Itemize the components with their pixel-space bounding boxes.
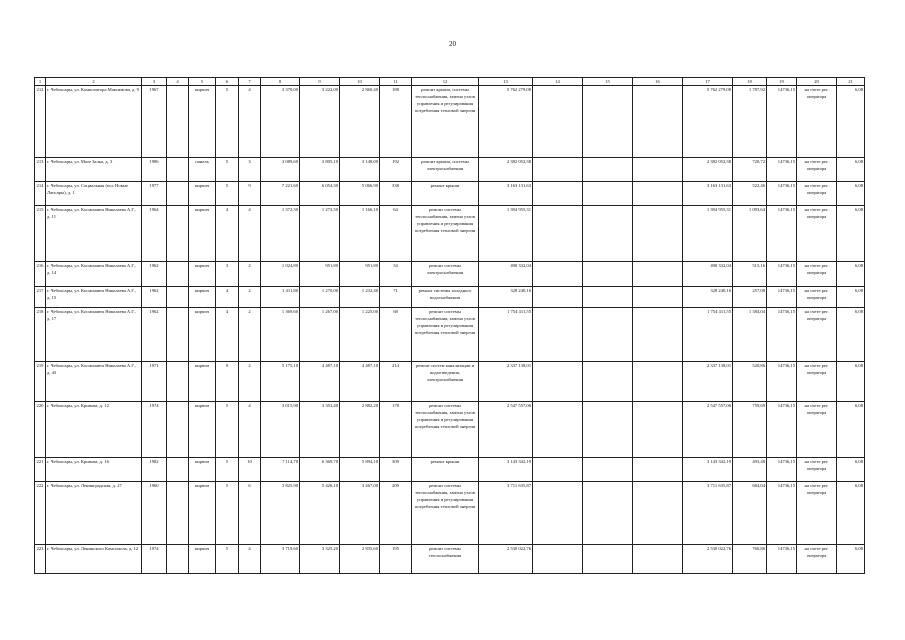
entrances-cell: 9 (239, 182, 261, 206)
table-row (35, 182, 865, 206)
cost-local-cell (633, 545, 683, 574)
residential-area-cell: 3 148,00 (340, 158, 380, 182)
cost-regional-cell (583, 86, 633, 158)
cost-owners-cell: 3 143 342,19 (683, 458, 733, 482)
total-cost-cell: 2 547 557,06 (479, 402, 533, 458)
residential-area-cell: 1 232,40 (340, 287, 380, 308)
column-number: 19 (767, 78, 797, 86)
year-reconstructed-cell (167, 458, 189, 482)
cost-regional-cell (583, 482, 633, 545)
cost-federal-cell (533, 262, 583, 287)
premises-area-cell: 3 222,00 (300, 86, 340, 158)
residents-cell: 209 (380, 482, 412, 545)
column-number: 10 (340, 78, 380, 86)
column-number: 8 (261, 78, 300, 86)
cost-regional-cell (583, 158, 633, 182)
cost-regional-cell (583, 262, 633, 287)
entrances-cell: 4 (239, 545, 261, 574)
repair-works-cell: ремонт системы теплоснабжения, замена узлов управления и регулирования потребления тепловой энергии (412, 206, 479, 262)
total-area-cell: 1 024,80 (261, 262, 300, 287)
repair-works-cell: ремонт системы холодного водоснабжения (412, 287, 479, 308)
column-number: 7 (239, 78, 261, 86)
cost-owners-cell: 3 711 635,87 (683, 482, 733, 545)
row-number-cell: 223 (35, 545, 46, 574)
year-reconstructed-cell (167, 262, 189, 287)
wall-material-cell: панель (189, 158, 216, 182)
cost-owners-cell: 1 394 955,31 (683, 206, 733, 262)
total-area-cell: 1 372,30 (261, 206, 300, 262)
floors-cell: 5 (216, 545, 239, 574)
cost-local-cell (633, 158, 683, 182)
repair-works-cell: ремонт системы электроснабжения (412, 262, 479, 287)
address-cell: г. Чебоксары, ул. Космонавта Николаева А.Г., д. 43 (46, 362, 142, 402)
cost-regional-cell (583, 287, 633, 308)
max-cost-per-sqm-cell: 14736,15 (767, 182, 797, 206)
cost-per-sqm-cell: 522,46 (733, 182, 767, 206)
cost-federal-cell (533, 402, 583, 458)
table-row (35, 206, 865, 262)
cost-regional-cell (583, 402, 633, 458)
cost-owners-cell: 5 762 279,08 (683, 86, 733, 158)
year-reconstructed-cell (167, 206, 189, 262)
cost-per-sqm-cell: 720,72 (733, 158, 767, 182)
cost-owners-cell: 2 530 022,76 (683, 545, 733, 574)
fund-account-cell: на счете рег. оператора (797, 545, 837, 574)
premises-area-cell: 5 426,10 (300, 482, 340, 545)
residents-cell: 214 (380, 362, 412, 402)
wall-material-cell: кирпич (189, 402, 216, 458)
max-cost-per-sqm-cell: 14736,15 (767, 287, 797, 308)
table-row (35, 262, 865, 287)
year-built-cell: 1967 (142, 86, 167, 158)
address-cell: г. Чебоксары, ул. Ленинградская, д. 27 (46, 482, 142, 545)
table-row (35, 482, 865, 545)
fund-account-cell: на счете рег. оператора (797, 482, 837, 545)
year-reconstructed-cell (167, 308, 189, 362)
entrances-cell: 4 (239, 86, 261, 158)
term-cell: 6,08 (837, 482, 865, 545)
cost-federal-cell (533, 362, 583, 402)
cost-local-cell (633, 402, 683, 458)
premises-area-cell: 1 273,50 (300, 206, 340, 262)
column-number: 14 (533, 78, 583, 86)
wall-material-cell: кирпич (189, 482, 216, 545)
total-area-cell: 3 379,00 (261, 86, 300, 158)
residents-cell: 64 (380, 206, 412, 262)
row-number-cell: 218 (35, 308, 46, 362)
cost-regional-cell (583, 362, 633, 402)
cost-owners-cell: 3 163 131,63 (683, 182, 733, 206)
column-number: 12 (412, 78, 479, 86)
floors-cell: 3 (216, 262, 239, 287)
address-cell: г. Чебоксары, ул. Космонавта Николаева А.Г., д. 15 (46, 287, 142, 308)
year-built-cell: 1974 (142, 545, 167, 574)
term-cell: 6,08 (837, 206, 865, 262)
floors-cell: 4 (216, 308, 239, 362)
cost-federal-cell (533, 158, 583, 182)
year-reconstructed-cell (167, 287, 189, 308)
row-number-cell: 220 (35, 402, 46, 458)
page-number: 20 (449, 40, 456, 48)
residential-area-cell: 2 882,20 (340, 402, 380, 458)
premises-area-cell: 6 054,30 (300, 182, 340, 206)
column-number-row (35, 78, 865, 86)
floors-cell: 5 (216, 86, 239, 158)
wall-material-cell: кирпич (189, 458, 216, 482)
entrances-cell: 4 (239, 206, 261, 262)
cost-per-sqm-cell: 515,16 (733, 262, 767, 287)
repair-works-cell: ремонт системы теплоснабжения, замена узлов управления и регулирования потребления тепловой энергии (412, 482, 479, 545)
table-row (35, 308, 865, 362)
residents-cell: 192 (380, 158, 412, 182)
total-cost-cell: 2 382 052,38 (479, 158, 533, 182)
total-cost-cell: 2 530 022,76 (479, 545, 533, 574)
cost-federal-cell (533, 545, 583, 574)
cost-local-cell (633, 482, 683, 545)
cost-local-cell (633, 182, 683, 206)
premises-area-cell: 3 325,20 (300, 545, 340, 574)
year-built-cell: 1960 (142, 482, 167, 545)
residents-cell: 309 (380, 458, 412, 482)
total-cost-cell: 3 143 342,19 (479, 458, 533, 482)
column-number: 17 (683, 78, 733, 86)
premises-area-cell: 951,80 (300, 262, 340, 287)
cost-local-cell (633, 287, 683, 308)
row-number-cell: 219 (35, 362, 46, 402)
entrances-cell: 2 (239, 308, 261, 362)
cost-regional-cell (583, 308, 633, 362)
residents-cell: 71 (380, 287, 412, 308)
wall-material-cell: кирпич (189, 182, 216, 206)
address-cell: г. Чебоксары, ул. Кривова, д. 12 (46, 402, 142, 458)
wall-material-cell: кирпич (189, 362, 216, 402)
repair-works-cell: ремонт систем канализации и водоотведения, электроснабжения (412, 362, 479, 402)
floors-cell: 9 (216, 362, 239, 402)
cost-regional-cell (583, 182, 633, 206)
fund-account-cell: на счете рег. оператора (797, 158, 837, 182)
cost-owners-cell: 1 754 411,55 (683, 308, 733, 362)
floors-cell: 5 (216, 402, 239, 458)
column-number: 1 (35, 78, 46, 86)
year-built-cell: 1962 (142, 262, 167, 287)
entrances-cell: 2 (239, 362, 261, 402)
term-cell: 6,08 (837, 262, 865, 287)
column-number: 3 (142, 78, 167, 86)
table-row (35, 362, 865, 402)
year-built-cell: 1971 (142, 362, 167, 402)
fund-account-cell: на счете рег. оператора (797, 402, 837, 458)
table-row (35, 158, 865, 182)
term-cell: 6,08 (837, 182, 865, 206)
floors-cell: 5 (216, 458, 239, 482)
residential-area-cell: 1 225,00 (340, 308, 380, 362)
cost-federal-cell (533, 206, 583, 262)
cost-per-sqm-cell: 1 093,64 (733, 206, 767, 262)
residential-area-cell: 1 166,10 (340, 206, 380, 262)
entrances-cell: 2 (239, 287, 261, 308)
year-reconstructed-cell (167, 545, 189, 574)
term-cell: 6,08 (837, 545, 865, 574)
year-built-cell: 1974 (142, 402, 167, 458)
residents-cell: 195 (380, 545, 412, 574)
total-cost-cell: 3 163 131,63 (479, 182, 533, 206)
cost-federal-cell (533, 458, 583, 482)
column-number: 20 (797, 78, 837, 86)
total-cost-cell: 490 332,04 (479, 262, 533, 287)
wall-material-cell: кирпич (189, 262, 216, 287)
max-cost-per-sqm-cell: 14736,15 (767, 362, 797, 402)
residential-area-cell: 4 487,10 (340, 362, 380, 402)
wall-material-cell: кирпич (189, 206, 216, 262)
column-number: 2 (46, 78, 142, 86)
total-cost-cell: 5 762 279,08 (479, 86, 533, 158)
max-cost-per-sqm-cell: 14736,15 (767, 545, 797, 574)
year-reconstructed-cell (167, 182, 189, 206)
address-cell: г. Чебоксары, ул. Кривова, д. 16 (46, 458, 142, 482)
residential-area-cell: 5 066,90 (340, 182, 380, 206)
term-cell: 6,08 (837, 158, 865, 182)
premises-area-cell: 1 270,00 (300, 287, 340, 308)
cost-per-sqm-cell: 493,48 (733, 458, 767, 482)
fund-account-cell: на счете рег. оператора (797, 287, 837, 308)
table-row (35, 86, 865, 158)
residential-area-cell: 5 894,10 (340, 458, 380, 482)
repair-works-cell: ремонт крыши (412, 458, 479, 482)
cost-local-cell (633, 308, 683, 362)
term-cell: 6,08 (837, 402, 865, 458)
term-cell: 6,08 (837, 308, 865, 362)
column-number: 6 (216, 78, 239, 86)
total-cost-cell: 1 754 411,55 (479, 308, 533, 362)
cost-federal-cell (533, 482, 583, 545)
cost-per-sqm-cell: 1 384,04 (733, 308, 767, 362)
total-area-cell: 5 175,10 (261, 362, 300, 402)
year-built-cell: 1962 (142, 287, 167, 308)
fund-account-cell: на счете рег. оператора (797, 308, 837, 362)
term-cell: 6,08 (837, 458, 865, 482)
entrances-cell: 4 (239, 402, 261, 458)
total-cost-cell: 1 394 955,31 (479, 206, 533, 262)
total-area-cell: 7 221,60 (261, 182, 300, 206)
wall-material-cell: кирпич (189, 545, 216, 574)
year-built-cell: 1986 (142, 158, 167, 182)
premises-area-cell: 4 487,10 (300, 362, 340, 402)
cost-federal-cell (533, 287, 583, 308)
total-area-cell: 1 369,60 (261, 308, 300, 362)
term-cell: 6,08 (837, 362, 865, 402)
fund-account-cell: на счете рег. оператора (797, 182, 837, 206)
cost-per-sqm-cell: 1 787,92 (733, 86, 767, 158)
fund-account-cell: на счете рег. оператора (797, 458, 837, 482)
address-cell: г. Чебоксары, ул. Космонавта Николаева А.Г., д. 17 (46, 308, 142, 362)
max-cost-per-sqm-cell: 14736,15 (767, 158, 797, 182)
max-cost-per-sqm-cell: 14736,15 (767, 262, 797, 287)
column-number: 4 (167, 78, 189, 86)
year-built-cell: 1964 (142, 206, 167, 262)
address-cell: г. Чебоксары, ул. Мате Залка, д. 3 (46, 158, 142, 182)
column-number: 21 (837, 78, 865, 86)
table-row (35, 402, 865, 458)
column-number: 11 (380, 78, 412, 86)
column-number: 5 (189, 78, 216, 86)
cost-regional-cell (583, 545, 633, 574)
row-number-cell: 215 (35, 206, 46, 262)
floors-cell: 5 (216, 182, 239, 206)
term-cell: 6,08 (837, 287, 865, 308)
entrances-cell: 10 (239, 458, 261, 482)
total-area-cell: 3 089,60 (261, 158, 300, 182)
row-number-cell: 222 (35, 482, 46, 545)
year-reconstructed-cell (167, 482, 189, 545)
cost-local-cell (633, 86, 683, 158)
address-cell: г. Чебоксары, ул. Космонавта Николаева А.Г., д. 11 (46, 206, 142, 262)
column-number: 16 (633, 78, 683, 86)
term-cell: 6,08 (837, 86, 865, 158)
max-cost-per-sqm-cell: 14736,15 (767, 482, 797, 545)
cost-local-cell (633, 362, 683, 402)
repair-works-cell: ремонт системы теплоснабжения (412, 545, 479, 574)
floors-cell: 4 (216, 206, 239, 262)
repair-works-cell: ремонт крыши, системы теплоснабжения, замена узлов управления и регулирования потребления тепловой энергии (412, 86, 479, 158)
repair-works-cell: ремонт крыши (412, 182, 479, 206)
cost-regional-cell (583, 458, 633, 482)
table-row (35, 287, 865, 308)
max-cost-per-sqm-cell: 14736,15 (767, 86, 797, 158)
cost-owners-cell: 490 332,04 (683, 262, 733, 287)
wall-material-cell: кирпич (189, 308, 216, 362)
floors-cell: 5 (216, 158, 239, 182)
residents-cell: 188 (380, 86, 412, 158)
wall-material-cell: кирпич (189, 287, 216, 308)
row-number-cell: 213 (35, 158, 46, 182)
repair-register-table (34, 77, 865, 574)
total-area-cell: 1 411,80 (261, 287, 300, 308)
cost-per-sqm-cell: 760,86 (733, 545, 767, 574)
table-row (35, 545, 865, 574)
total-area-cell: 7 114,70 (261, 458, 300, 482)
max-cost-per-sqm-cell: 14736,15 (767, 402, 797, 458)
cost-per-sqm-cell: 759,69 (733, 402, 767, 458)
cost-per-sqm-cell: 520,86 (733, 362, 767, 402)
residents-cell: 338 (380, 182, 412, 206)
total-area-cell: 3 825,90 (261, 482, 300, 545)
table-row (35, 458, 865, 482)
row-number-cell: 217 (35, 287, 46, 308)
cost-local-cell (633, 458, 683, 482)
entrances-cell: 2 (239, 262, 261, 287)
wall-material-cell: кирпич (189, 86, 216, 158)
floors-cell: 5 (216, 482, 239, 545)
cost-owners-cell: 2 382 052,38 (683, 158, 733, 182)
max-cost-per-sqm-cell: 14736,15 (767, 308, 797, 362)
total-area-cell: 3 015,90 (261, 402, 300, 458)
address-cell: г. Чебоксары, ул. Ленинского Комсомола, д. 12 (46, 545, 142, 574)
cost-federal-cell (533, 86, 583, 158)
year-built-cell: 1982 (142, 458, 167, 482)
row-number-cell: 214 (35, 182, 46, 206)
entrances-cell: 6 (239, 482, 261, 545)
cost-owners-cell: 2 547 557,06 (683, 402, 733, 458)
row-number-cell: 216 (35, 262, 46, 287)
cost-owners-cell: 328 240,16 (683, 287, 733, 308)
year-built-cell: 1962 (142, 308, 167, 362)
row-number-cell: 212 (35, 86, 46, 158)
column-number: 15 (583, 78, 633, 86)
address-cell: г. Чебоксары, ул. Композитора Максимова, д. 9 (46, 86, 142, 158)
year-reconstructed-cell (167, 158, 189, 182)
cost-per-sqm-cell: 257,08 (733, 287, 767, 308)
address-cell: г. Чебоксары, ул. Космонавта Николаева А.Г., д. 14 (46, 262, 142, 287)
year-reconstructed-cell (167, 362, 189, 402)
cost-owners-cell: 2 337 138,01 (683, 362, 733, 402)
premises-area-cell: 6 369,70 (300, 458, 340, 482)
repair-works-cell: ремонт системы теплоснабжения, замена узлов управления и регулирования потребления тепловой энергии (412, 402, 479, 458)
fund-account-cell: на счете рег. оператора (797, 262, 837, 287)
repair-works-cell: ремонт крыши, системы электроснабжения (412, 158, 479, 182)
total-cost-cell: 3 711 635,87 (479, 482, 533, 545)
year-reconstructed-cell (167, 86, 189, 158)
cost-regional-cell (583, 206, 633, 262)
max-cost-per-sqm-cell: 14736,15 (767, 458, 797, 482)
residential-area-cell: 2 860,40 (340, 86, 380, 158)
address-cell: г. Чебоксары, ул. Социальная (пос Новые Лапсары), д. 1 (46, 182, 142, 206)
premises-area-cell: 3 353,40 (300, 402, 340, 458)
total-cost-cell: 328 240,16 (479, 287, 533, 308)
fund-account-cell: на счете рег. оператора (797, 206, 837, 262)
row-number-cell: 221 (35, 458, 46, 482)
premises-area-cell: 1 267,00 (300, 308, 340, 362)
residents-cell: 68 (380, 308, 412, 362)
premises-area-cell: 3 805,10 (300, 158, 340, 182)
repair-works-cell: ремонт системы теплоснабжения, замена узлов управления и регулирования потребления тепловой энергии (412, 308, 479, 362)
residential-area-cell: 3 267,00 (340, 482, 380, 545)
max-cost-per-sqm-cell: 14736,15 (767, 206, 797, 262)
year-reconstructed-cell (167, 402, 189, 458)
fund-account-cell: на счете рег. оператора (797, 86, 837, 158)
column-number: 13 (479, 78, 533, 86)
cost-per-sqm-cell: 684,04 (733, 482, 767, 545)
column-number: 9 (300, 78, 340, 86)
total-area-cell: 3 719,60 (261, 545, 300, 574)
residential-area-cell: 951,80 (340, 262, 380, 287)
floors-cell: 4 (216, 287, 239, 308)
cost-federal-cell (533, 308, 583, 362)
entrances-cell: 3 (239, 158, 261, 182)
cost-federal-cell (533, 182, 583, 206)
cost-local-cell (633, 262, 683, 287)
year-built-cell: 1977 (142, 182, 167, 206)
residents-cell: 178 (380, 402, 412, 458)
residents-cell: 34 (380, 262, 412, 287)
total-cost-cell: 2 337 138,01 (479, 362, 533, 402)
cost-local-cell (633, 206, 683, 262)
column-number: 18 (733, 78, 767, 86)
residential-area-cell: 2 835,60 (340, 545, 380, 574)
fund-account-cell: на счете рег. оператора (797, 362, 837, 402)
